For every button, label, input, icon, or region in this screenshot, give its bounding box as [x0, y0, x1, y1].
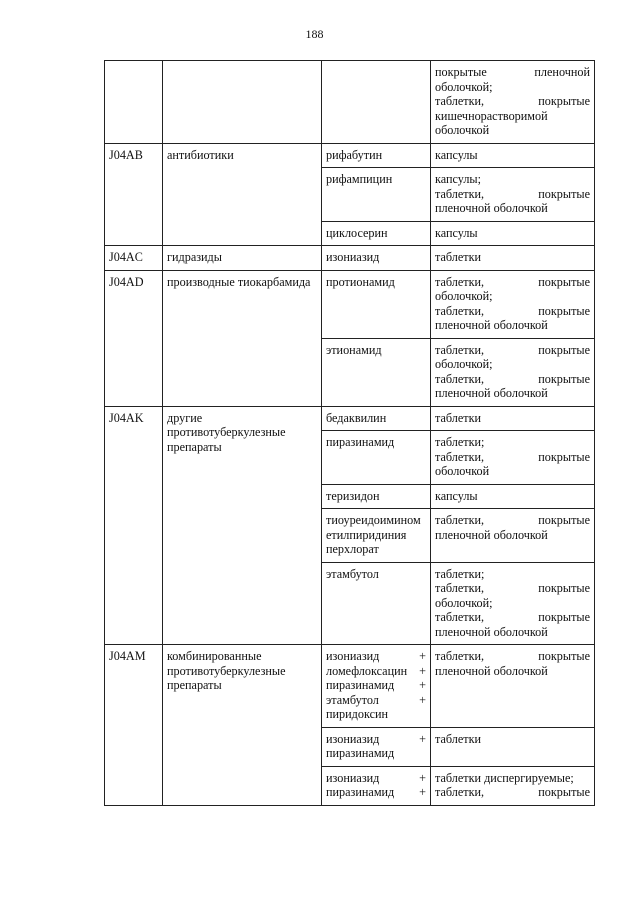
drug-name-line: перхлорат	[326, 542, 379, 556]
drug-name-line: рифабутин	[326, 147, 383, 162]
drug-name-line: этамбутол	[326, 566, 379, 581]
dosage-form-cell	[431, 221, 595, 246]
dosage-form-cell	[431, 61, 595, 144]
table-row	[105, 246, 595, 271]
dosage-form-cell	[431, 431, 595, 485]
dosage-form-line: таблетки, покрытые	[435, 449, 590, 464]
dosage-form-line: таблетки, покрытые	[435, 94, 590, 108]
group-name-cell: антибиотики	[163, 143, 322, 246]
dosage-form-line: оболочкой;	[435, 289, 493, 303]
drug-table	[104, 60, 595, 806]
drug-name-cell	[322, 168, 431, 222]
drug-name-line	[326, 771, 426, 786]
drug-name-line	[326, 693, 426, 708]
dosage-form-cell	[431, 562, 595, 645]
dosage-form-cell	[431, 766, 595, 805]
plus-sign: +	[419, 692, 426, 707]
dosage-form-line: таблетки, покрытые	[435, 513, 590, 527]
dosage-form-cell	[431, 168, 595, 222]
drug-name-cell	[322, 727, 431, 766]
drug-name-part: этамбутол	[326, 692, 379, 707]
dosage-form-line: таблетки диспергируемые;	[435, 770, 574, 785]
group-name-cell: производные тиокарбамида	[163, 270, 322, 406]
drug-name-part: изониазид	[326, 770, 380, 785]
dosage-form-cell	[431, 270, 595, 338]
group-name-cell: комбинированные противотуберкулезные препараты	[163, 645, 322, 806]
table-row	[105, 645, 595, 728]
dosage-form-cell	[431, 484, 595, 509]
drug-name-line: пиридоксин	[326, 707, 389, 721]
dosage-form-cell	[431, 246, 595, 271]
drug-name-line: етилпиридиния	[326, 527, 407, 542]
drug-name-line	[326, 678, 426, 693]
dosage-form-line: кишечнорастворимой	[435, 108, 548, 123]
dosage-form-line: таблетки, покрытые	[435, 274, 590, 289]
drug-name-line: бедаквилин	[326, 410, 387, 425]
table-body	[105, 61, 595, 806]
dosage-form-line: таблетки;	[435, 566, 485, 581]
dosage-form-line: таблетки	[435, 250, 482, 264]
dosage-form-line: пленочной оболочкой	[435, 386, 548, 400]
atc-code-cell: J04AC	[105, 246, 163, 271]
drug-name-line	[326, 785, 426, 800]
dosage-form-line: таблетки, покрытые	[435, 342, 590, 357]
drug-name-part: изониазид	[326, 649, 380, 663]
drug-name-cell	[322, 143, 431, 168]
drug-name-cell	[322, 509, 431, 563]
dosage-form-line: оболочкой;	[435, 79, 493, 94]
drug-name-line: рифампицин	[326, 172, 393, 186]
dosage-form-cell	[431, 406, 595, 431]
plus-sign: +	[419, 649, 426, 663]
group-name-cell: гидразиды	[163, 246, 322, 271]
dosage-form-line: таблетки, покрытые	[435, 186, 590, 201]
dosage-form-line: пленочной оболочкой	[435, 527, 548, 542]
atc-code-cell: J04AK	[105, 406, 163, 645]
drug-name-part: пиразинамид	[326, 785, 395, 799]
plus-sign: +	[419, 770, 426, 785]
group-name-cell: другие противотуберкулезные препараты	[163, 406, 322, 645]
dosage-form-cell	[431, 338, 595, 406]
dosage-form-line: пленочной оболочкой	[435, 624, 548, 639]
dosage-form-line: оболочкой	[435, 464, 490, 478]
dosage-form-line: таблетки, покрытые	[435, 785, 590, 799]
drug-name-part: пиразинамид	[326, 678, 395, 692]
drug-name-line: пиразинамид	[326, 746, 395, 760]
atc-code-cell: J04AM	[105, 645, 163, 806]
drug-name-line	[326, 649, 426, 664]
table-row	[105, 143, 595, 168]
drug-name-cell	[322, 645, 431, 728]
drug-name-cell	[322, 270, 431, 338]
dosage-form-line: таблетки, покрытые	[435, 371, 590, 386]
drug-name-cell	[322, 766, 431, 805]
dosage-form-line: пленочной оболочкой	[435, 201, 548, 215]
dosage-form-line: таблетки	[435, 731, 482, 746]
group-name-cell	[163, 61, 322, 144]
drug-name-line	[326, 732, 426, 747]
plus-sign: +	[419, 785, 426, 799]
dosage-form-line: таблетки, покрытые	[435, 581, 590, 595]
drug-name-cell	[322, 61, 431, 144]
drug-name-line: тиоуреидоимином	[326, 513, 421, 527]
drug-name-cell	[322, 338, 431, 406]
dosage-form-cell	[431, 727, 595, 766]
dosage-form-cell	[431, 143, 595, 168]
dosage-form-line: оболочкой	[435, 123, 490, 137]
page-number: 188	[305, 27, 324, 41]
drug-name-cell	[322, 484, 431, 509]
atc-code-cell	[105, 61, 163, 144]
dosage-form-line: покрытые пленочной	[435, 65, 590, 79]
dosage-form-line: пленочной оболочкой	[435, 318, 548, 332]
dosage-form-line: таблетки, покрытые	[435, 649, 590, 663]
drug-name-part: ломефлоксацин	[326, 663, 408, 678]
dosage-form-line: капсулы;	[435, 172, 481, 186]
drug-name-cell	[322, 246, 431, 271]
drug-name-line	[326, 664, 426, 679]
dosage-form-line: таблетки, покрытые	[435, 610, 590, 624]
atc-code-cell: J04AD	[105, 270, 163, 406]
drug-name-line: пиразинамид	[326, 435, 395, 449]
drug-name-line: циклосерин	[326, 225, 388, 240]
drug-name-cell	[322, 562, 431, 645]
plus-sign: +	[419, 678, 426, 692]
table-row	[105, 61, 595, 144]
drug-name-line: этионамид	[326, 342, 382, 357]
dosage-form-line: капсулы	[435, 488, 478, 503]
atc-code-cell: J04AB	[105, 143, 163, 246]
dosage-form-line: капсулы	[435, 225, 478, 240]
plus-sign: +	[419, 663, 426, 678]
drug-name-line: изониазид	[326, 250, 380, 264]
dosage-form-line: капсулы	[435, 147, 478, 162]
drug-name-cell	[322, 406, 431, 431]
dosage-form-cell	[431, 509, 595, 563]
dosage-form-line: оболочкой;	[435, 357, 493, 371]
dosage-form-line: таблетки;	[435, 435, 485, 449]
plus-sign: +	[419, 731, 426, 746]
drug-name-line: протионамид	[326, 274, 395, 289]
drug-name-part: изониазид	[326, 731, 380, 746]
table-row	[105, 406, 595, 431]
dosage-form-line: пленочной оболочкой	[435, 663, 548, 678]
dosage-form-line: оболочкой;	[435, 595, 493, 610]
table-row	[105, 270, 595, 338]
drug-name-cell	[322, 221, 431, 246]
dosage-form-cell	[431, 645, 595, 728]
drug-name-cell	[322, 431, 431, 485]
dosage-form-line: таблетки	[435, 410, 482, 425]
drug-name-line: теризидон	[326, 488, 380, 503]
dosage-form-line: таблетки, покрытые	[435, 303, 590, 318]
